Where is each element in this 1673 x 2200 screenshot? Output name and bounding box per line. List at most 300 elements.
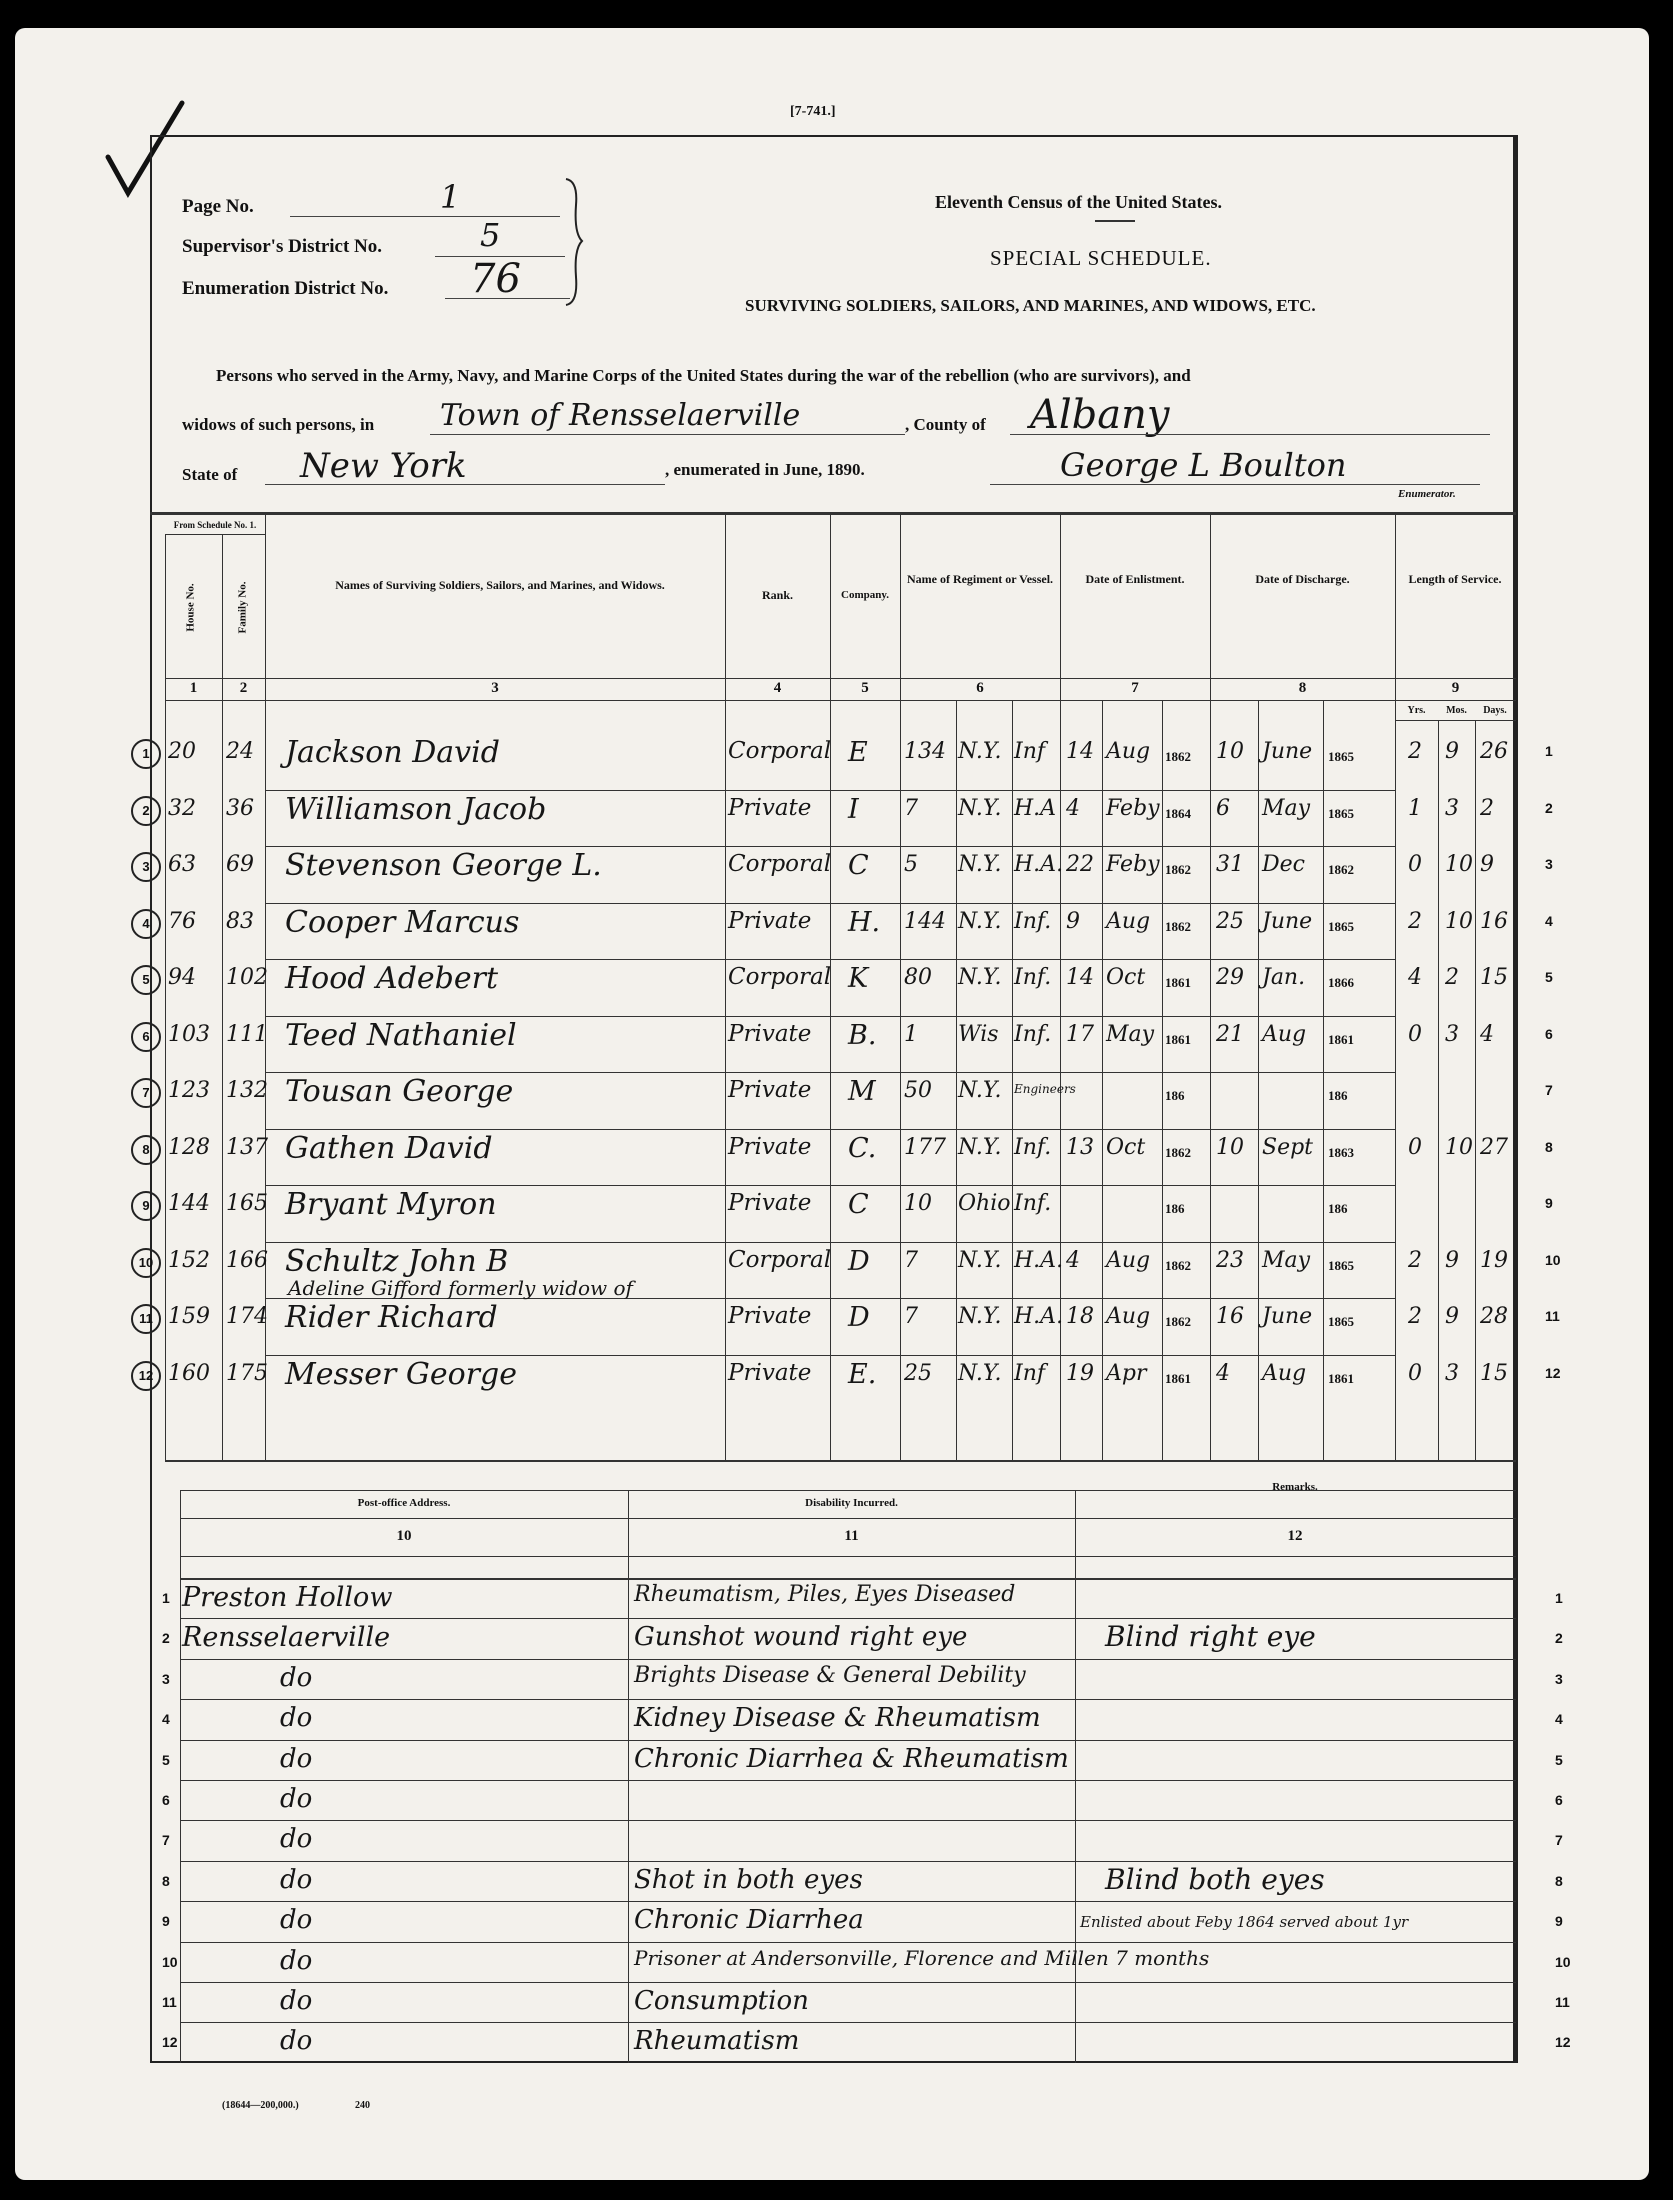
soldier-name: Hood Adebert <box>285 961 499 996</box>
enlistment-month: Oct <box>1106 965 1146 990</box>
row-rule <box>180 1618 1516 1619</box>
regiment-state: N.Y. <box>958 1134 1002 1160</box>
row-number-left: 3 <box>162 1670 170 1687</box>
regiment-number: 10 <box>904 1191 932 1216</box>
regiment-type: Engineers <box>1014 1082 1076 1096</box>
row-rule <box>265 790 1395 791</box>
row-number-right: 3 <box>1555 1670 1563 1687</box>
soldier-name: Gathen David <box>285 1130 493 1166</box>
regiment-number: 177 <box>904 1134 946 1160</box>
column-number-3: 3 <box>491 680 499 696</box>
discharge-day: 4 <box>1216 1360 1230 1386</box>
town-value: Town of Rensselaerville <box>440 398 801 433</box>
service-months: 3 <box>1445 1021 1459 1047</box>
enlistment-month: Oct <box>1106 1134 1146 1160</box>
family-number: 102 <box>226 965 268 990</box>
disability-incurred: Rheumatism, Piles, Eyes Diseased <box>634 1582 1016 1607</box>
post-office-address: Rensselaerville <box>182 1622 391 1654</box>
row-rule <box>180 1820 1516 1821</box>
column-number-8: 8 <box>1298 680 1307 696</box>
regiment-state: Ohio <box>958 1191 1011 1216</box>
enlistment-day: 14 <box>1066 965 1094 990</box>
rank: Corporal <box>728 964 832 990</box>
remarks: Blind right eye <box>1105 1620 1316 1654</box>
row-rule <box>265 1355 1395 1356</box>
row-number-right: 4 <box>1555 1711 1563 1728</box>
discharge-day: 25 <box>1216 908 1244 934</box>
rank: Corporal <box>728 738 832 764</box>
row-number-right: 2 <box>1555 1630 1563 1647</box>
discharge-day: 29 <box>1216 965 1244 990</box>
discharge-year: 1861 <box>1328 1370 1354 1386</box>
regiment-type: Inf <box>1014 739 1046 764</box>
enumeration-district-label: Enumeration District No. <box>182 278 389 299</box>
family-number: 132 <box>226 1078 268 1103</box>
discharge-year: 1866 <box>1328 975 1354 990</box>
discharge-day: 6 <box>1216 795 1230 821</box>
disability-incurred: Gunshot wound right eye <box>634 1622 968 1653</box>
discharge-day: 31 <box>1216 852 1244 877</box>
regiment-type: Inf. <box>1014 965 1052 990</box>
service-days: 9 <box>1480 852 1494 877</box>
discharge-day: 10 <box>1216 739 1244 764</box>
column-number-7: 7 <box>1131 680 1139 696</box>
column-number-11: 11 <box>844 1528 859 1544</box>
enlistment-month: Aug <box>1106 739 1151 764</box>
row-circle-number: 9 <box>131 1191 161 1221</box>
discharge-day: 10 <box>1216 1134 1244 1160</box>
enlistment-day: 17 <box>1066 1021 1094 1047</box>
row-rule <box>180 1780 1516 1781</box>
page-label: Page No. <box>182 196 254 217</box>
enlistment-year: 1861 <box>1165 1370 1191 1386</box>
census-title: Eleventh Census of the United States. <box>935 192 1223 212</box>
house-number: 32 <box>168 795 196 821</box>
row-circle-number: 3 <box>131 852 161 882</box>
row-number-right: 11 <box>1545 1308 1560 1324</box>
service-years: 2 <box>1408 908 1422 934</box>
column-number-1: 1 <box>189 680 198 696</box>
row-number-right: 5 <box>1545 969 1553 985</box>
post-office-address: do <box>280 1784 313 1814</box>
days-header: Days. <box>1483 705 1507 716</box>
service-years: 0 <box>1408 1021 1422 1047</box>
family-number: 36 <box>226 795 254 821</box>
enlistment-year: 1862 <box>1165 1144 1191 1160</box>
regiment-type: H.A. <box>1014 1247 1064 1273</box>
row-number-left: 2 <box>162 1630 170 1647</box>
enlistment-year: 186 <box>1165 1088 1185 1103</box>
discharge-month: May <box>1262 1247 1311 1273</box>
regiment-state: N.Y. <box>958 1247 1002 1273</box>
regiment-header: Name of Regiment or Vessel. <box>906 572 1054 586</box>
enumeration-district-value: 76 <box>470 256 521 302</box>
company: I <box>848 793 859 825</box>
discharge-month: Dec <box>1262 852 1305 877</box>
remarks-header: Remarks. <box>1272 1481 1318 1493</box>
row-circle-number: 8 <box>131 1135 161 1165</box>
company: E <box>848 737 868 768</box>
company: B. <box>848 1019 877 1051</box>
discharge-year: 1865 <box>1328 918 1354 934</box>
row-number-left: 6 <box>162 1792 170 1808</box>
service-days: 16 <box>1480 908 1508 934</box>
row-number-right: 3 <box>1545 856 1553 872</box>
discharge-day: 23 <box>1216 1247 1244 1273</box>
soldier-name: Messer George <box>285 1356 517 1392</box>
regiment-type: Inf. <box>1014 908 1052 934</box>
company: C <box>848 850 869 881</box>
house-number: 159 <box>168 1304 210 1329</box>
service-years: 2 <box>1408 739 1422 764</box>
row-number-right: 9 <box>1545 1195 1553 1211</box>
service-days: 4 <box>1480 1021 1494 1047</box>
mos-header: Mos. <box>1446 705 1467 716</box>
enlistment-month: Feby <box>1106 795 1160 821</box>
row-number-right: 9 <box>1555 1913 1563 1930</box>
soldier-name: Bryant Myron <box>285 1187 497 1222</box>
service-months: 3 <box>1445 795 1459 821</box>
discharge-month: May <box>1262 795 1311 821</box>
discharge-month: June <box>1262 908 1313 934</box>
intro-line-2: widows of such persons, in <box>182 415 375 434</box>
row-circle-number: 12 <box>131 1361 161 1391</box>
post-office-address: do <box>280 1864 313 1895</box>
row-number-right: 8 <box>1545 1138 1553 1155</box>
row-rule <box>265 1016 1395 1017</box>
regiment-state: N.Y. <box>958 852 1002 877</box>
family-number: 111 <box>226 1021 268 1047</box>
footer-code-2: 240 <box>355 2100 370 2111</box>
disability-header: Disability Incurred. <box>805 1497 898 1509</box>
row-number-right: 10 <box>1545 1251 1561 1268</box>
house-number: 20 <box>168 739 196 764</box>
row-rule <box>180 1942 1516 1943</box>
enlistment-year: 1862 <box>1165 1314 1191 1329</box>
enlistment-year: 1862 <box>1165 862 1191 877</box>
company: C. <box>848 1132 877 1164</box>
regiment-number: 50 <box>904 1078 932 1103</box>
footer-code: (18644—200,000.) <box>222 2100 299 2111</box>
row-rule <box>265 1242 1395 1243</box>
regiment-state: N.Y. <box>958 1078 1002 1103</box>
county-label: , County of <box>905 415 986 434</box>
service-years: 0 <box>1408 1134 1422 1160</box>
row-rule <box>265 1185 1395 1186</box>
remarks: Blind both eyes <box>1105 1862 1325 1896</box>
row-number-left: 5 <box>162 1751 170 1768</box>
rank: Private <box>728 1020 812 1047</box>
soldier-name: Cooper Marcus <box>285 904 520 940</box>
post-office-address: do <box>280 1986 313 2016</box>
row-circle-number: 5 <box>131 965 161 995</box>
service-months: 10 <box>1445 908 1473 934</box>
service-months: 9 <box>1445 739 1459 764</box>
regiment-number: 7 <box>904 1247 918 1273</box>
discharge-year: 1865 <box>1328 805 1354 821</box>
remarks: Enlisted about Feby 1864 served about 1yr <box>1080 1913 1409 1932</box>
discharge-year: 1861 <box>1328 1031 1354 1047</box>
column-number-10: 10 <box>396 1528 412 1544</box>
state-label: State of <box>182 465 238 484</box>
rank: Private <box>728 907 812 934</box>
service-days: 28 <box>1480 1304 1508 1329</box>
regiment-number: 134 <box>904 739 946 764</box>
service-days: 15 <box>1480 965 1508 990</box>
enlistment-day: 14 <box>1066 739 1094 764</box>
house-number: 128 <box>168 1134 210 1160</box>
from-schedule-header: From Schedule No. 1. <box>173 520 257 530</box>
row-rule <box>180 1740 1516 1741</box>
regiment-number: 1 <box>904 1021 918 1047</box>
service-months: 2 <box>1445 965 1459 990</box>
enlistment-day: 9 <box>1066 908 1080 934</box>
enlistment-month: Aug <box>1106 1247 1151 1273</box>
family-number: 69 <box>226 852 254 877</box>
row-number-right: 5 <box>1555 1751 1563 1768</box>
soldier-name: Rider Richard <box>285 1300 498 1335</box>
row-number-left: 7 <box>162 1832 170 1849</box>
company: E. <box>848 1358 877 1390</box>
company-header: Company. <box>841 589 889 601</box>
row-rule <box>265 903 1395 904</box>
county-value: Albany <box>1030 392 1170 438</box>
enumerator-value: George L Boulton <box>1060 446 1347 484</box>
discharge-year: 1863 <box>1328 1144 1354 1160</box>
family-number: 83 <box>226 908 254 934</box>
row-number-left: 4 <box>162 1711 170 1728</box>
soldier-name: Williamson Jacob <box>285 791 547 827</box>
row-rule <box>180 2022 1516 2023</box>
rank: Private <box>728 1077 812 1103</box>
post-office-address: do <box>280 2026 313 2057</box>
address-header: Post-office Address. <box>357 1497 451 1509</box>
rank-header: Rank. <box>761 588 793 602</box>
regiment-type: H.A. <box>1014 1304 1064 1329</box>
intro-line-1: Persons who served in the Army, Navy, and Marine Corps of the United States during the war of the rebellion (who are survivors), and <box>216 366 1191 385</box>
schedule-subtitle: SURVIVING SOLDIERS, SAILORS, AND MARINES, AND WIDOWS, ETC. <box>745 296 1316 315</box>
disability-incurred: Brights Disease & General Debility <box>634 1662 1026 1688</box>
row-number-right: 11 <box>1555 1994 1570 2010</box>
service-days: 26 <box>1480 739 1508 764</box>
house-number: 103 <box>168 1021 210 1047</box>
row-rule <box>265 846 1395 847</box>
regiment-number: 5 <box>904 852 918 877</box>
company: D <box>848 1245 870 1277</box>
enlistment-day: 22 <box>1066 852 1094 877</box>
row-number-right: 12 <box>1555 2034 1571 2051</box>
row-rule <box>180 1659 1516 1660</box>
discharge-year: 1865 <box>1328 1314 1354 1329</box>
rank: Corporal <box>728 851 832 877</box>
enlistment-month: Apr <box>1106 1360 1147 1386</box>
schedule-title: SPECIAL SCHEDULE. <box>990 246 1212 270</box>
row-number-right: 8 <box>1555 1872 1563 1889</box>
service-months: 9 <box>1445 1247 1459 1273</box>
family-number: 24 <box>226 739 254 764</box>
state-value: New York <box>300 446 467 486</box>
column-number-9: 9 <box>1451 680 1460 696</box>
post-office-address: do <box>280 1662 313 1693</box>
regiment-type: H.A <box>1014 795 1057 821</box>
company: H. <box>848 906 881 938</box>
column-number-4: 4 <box>773 680 782 696</box>
regiment-type: Inf. <box>1014 1021 1052 1047</box>
house-number: 123 <box>168 1078 210 1103</box>
soldier-name: Jackson David <box>285 735 500 770</box>
enlistment-day: 4 <box>1066 795 1080 821</box>
service-years: 4 <box>1408 965 1422 990</box>
soldier-name: Teed Nathaniel <box>285 1017 517 1053</box>
page-value: 1 <box>440 178 461 216</box>
regiment-state: N.Y. <box>958 908 1002 934</box>
house-number: 160 <box>168 1360 210 1386</box>
regiment-type: Inf. <box>1014 1134 1052 1160</box>
discharge-month: Aug <box>1262 1360 1307 1386</box>
house-number: 144 <box>168 1191 210 1216</box>
supervisor-district-label: Supervisor's District No. <box>182 236 383 257</box>
length-header: Length of Service. <box>1408 572 1502 586</box>
row-rule <box>180 1699 1516 1700</box>
family-number: 165 <box>226 1191 268 1216</box>
service-days: 15 <box>1480 1360 1508 1386</box>
enumerator-label: Enumerator. <box>1398 488 1456 500</box>
row-circle-number: 4 <box>131 909 161 939</box>
enlistment-year: 1861 <box>1165 975 1191 990</box>
enlistment-year: 1862 <box>1165 1257 1191 1273</box>
service-years: 1 <box>1408 795 1422 821</box>
form-code: [7-741.] <box>790 104 836 119</box>
service-days: 19 <box>1480 1247 1508 1273</box>
row-number-right: 7 <box>1555 1832 1563 1849</box>
disability-incurred: Shot in both eyes <box>634 1864 863 1895</box>
enlistment-month: Feby <box>1106 852 1160 877</box>
post-office-address: do <box>280 1824 313 1855</box>
family-number: 137 <box>226 1134 268 1160</box>
post-office-address: do <box>280 1905 313 1936</box>
service-months: 10 <box>1445 1134 1473 1160</box>
regiment-number: 25 <box>904 1360 932 1386</box>
row-number-left: 12 <box>162 2034 178 2051</box>
name-note: Adeline Gifford formerly widow of <box>288 1276 633 1300</box>
supervisor-district-value: 5 <box>480 216 501 254</box>
enlistment-year: 1864 <box>1165 805 1191 821</box>
disability-incurred: Prisoner at Andersonville, Florence and Millen 7 months <box>634 1945 1210 1970</box>
service-years: 2 <box>1408 1247 1422 1273</box>
row-number-left: 8 <box>162 1872 170 1889</box>
enlistment-header: Date of Enlistment. <box>1085 572 1185 586</box>
house-number: 94 <box>168 965 196 990</box>
row-circle-number: 7 <box>131 1078 161 1108</box>
row-number-right: 4 <box>1545 912 1553 929</box>
row-circle-number: 11 <box>131 1304 161 1334</box>
post-office-address: do <box>280 1743 313 1774</box>
row-rule <box>265 1072 1395 1073</box>
row-circle-number: 6 <box>131 1022 161 1052</box>
post-office-address: do <box>280 1703 313 1734</box>
rank: Private <box>728 1303 812 1329</box>
regiment-state: N.Y. <box>958 739 1002 764</box>
row-number-right: 12 <box>1545 1364 1561 1381</box>
regiment-state: N.Y. <box>958 1360 1002 1386</box>
enlistment-day: 18 <box>1066 1304 1094 1329</box>
disability-incurred: Consumption <box>634 1986 809 2016</box>
post-office-address: Preston Hollow <box>182 1582 393 1613</box>
rank: Private <box>728 1190 812 1216</box>
soldier-name: Stevenson George L. <box>285 848 602 883</box>
regiment-type: Inf <box>1014 1360 1046 1386</box>
row-circle-number: 2 <box>131 796 161 826</box>
enlistment-year: 186 <box>1165 1201 1185 1216</box>
house-number: 152 <box>168 1247 210 1273</box>
enlistment-month: Aug <box>1106 908 1151 934</box>
house-no-header: House No. <box>184 583 197 632</box>
discharge-year: 1862 <box>1328 862 1354 877</box>
family-no-header: Family No. <box>236 581 249 634</box>
regiment-number: 7 <box>904 1304 918 1329</box>
regiment-number: 144 <box>904 908 946 934</box>
company: C <box>848 1189 869 1220</box>
row-rule <box>180 1861 1516 1862</box>
column-number-6: 6 <box>976 680 984 696</box>
row-number-right: 7 <box>1545 1082 1553 1098</box>
service-months: 9 <box>1445 1304 1459 1329</box>
disability-incurred: Rheumatism <box>634 2026 800 2057</box>
service-months: 10 <box>1445 852 1473 877</box>
row-rule <box>180 1982 1516 1983</box>
discharge-month: Aug <box>1262 1021 1307 1047</box>
enlistment-month: Aug <box>1106 1304 1151 1329</box>
row-number-left: 10 <box>162 1953 178 1970</box>
family-number: 175 <box>226 1360 268 1386</box>
row-number-right: 1 <box>1545 743 1553 759</box>
row-number-right: 6 <box>1545 1025 1553 1042</box>
enlistment-day: 4 <box>1066 1247 1080 1273</box>
service-years: 0 <box>1408 852 1422 877</box>
row-number-left: 11 <box>162 1994 177 2010</box>
service-days: 27 <box>1480 1134 1508 1160</box>
row-number-right: 6 <box>1555 1792 1563 1808</box>
regiment-state: Wis <box>958 1021 999 1047</box>
column-number-12: 12 <box>1287 1528 1303 1544</box>
rank: Corporal <box>728 1246 832 1273</box>
soldier-name: Tousan George <box>285 1074 514 1109</box>
discharge-year: 186 <box>1328 1201 1348 1216</box>
discharge-header: Date of Discharge. <box>1255 572 1350 586</box>
enlistment-month: May <box>1106 1021 1155 1047</box>
soldier-name: Schultz John B <box>285 1243 509 1279</box>
row-rule <box>265 959 1395 960</box>
disability-incurred: Kidney Disease & Rheumatism <box>634 1703 1041 1734</box>
discharge-month: June <box>1262 1304 1313 1329</box>
enlistment-day: 19 <box>1066 1360 1094 1386</box>
column-number-2: 2 <box>239 680 248 696</box>
discharge-day: 16 <box>1216 1304 1244 1329</box>
row-number-left: 9 <box>162 1913 170 1930</box>
service-years: 2 <box>1408 1304 1422 1329</box>
rank: Private <box>728 1359 812 1386</box>
row-number-right: 1 <box>1555 1590 1563 1606</box>
enlistment-year: 1861 <box>1165 1031 1191 1047</box>
regiment-state: N.Y. <box>958 965 1002 990</box>
rank: Private <box>728 1133 812 1160</box>
names-header: Names of Surviving Soldiers, Sailors, and Marines, and Widows. <box>335 578 665 592</box>
disability-incurred: Chronic Diarrhea <box>634 1905 864 1936</box>
company: M <box>848 1076 876 1107</box>
regiment-number: 80 <box>904 965 932 990</box>
discharge-month: Sept <box>1262 1134 1314 1160</box>
disability-incurred: Chronic Diarrhea & Rheumatism <box>634 1743 1069 1774</box>
